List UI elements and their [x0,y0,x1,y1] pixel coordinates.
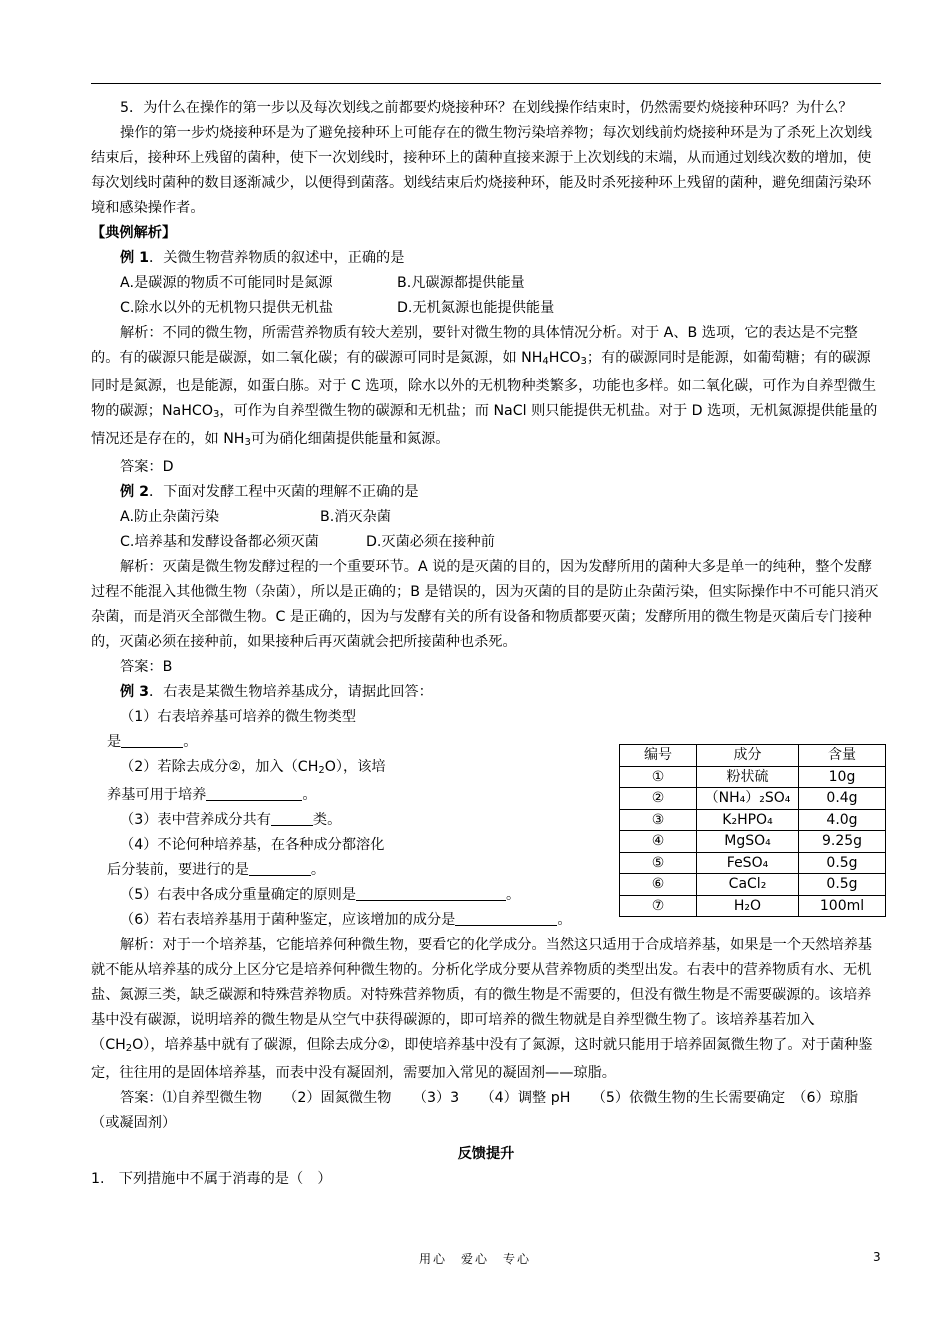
ex2-option-d: D.灭菌必须在接种前 [366,534,495,550]
ex3-answer: 答案：⑴自养型微生物 （2）固氮微生物 （3）3 （4）调整 pH （5）依微生物的生长需要确定 （6）琼脂（或凝固剂） [91,1090,859,1131]
ex2-answer: 答案：B [120,659,173,675]
q5-question: 5．为什么在操作的第一步以及每次划线之前都要灼烧接种环？在划线操作结束时，仍然需要灼烧接种环吗？为什么？ [120,100,853,116]
header-rule [91,83,881,84]
ex1-options-cd [91,296,881,321]
header-amount: 含量 [799,745,886,767]
ex2-option-b: B.消灭杂菌 [320,509,391,525]
ex3-analysis: 解析：对于一个培养基，它能培养何种微生物，要看它的化学成分。当然这只适用于合成培养基，如果是一个天然培养基就不能从培养基的成分上区分它是培养何种微生物的。分析化学成分要从营养物质的类型出发。右表中的营养物质有水、无机盐、氮源三类，缺乏碳源和特殊营养物质。对特殊营养物质，有的微生物是不需要的，但没有微生物是不需要碳源的。该培养基中没有碳源，说明培养的微生物是从空气中获得碳源的，即可培养的微生物就是自养型微生物了。该培养基若加入$(CH_2O)$，培养基中就有了碳源，但除去成分②，即使培养基中没有了氮源，这时就只能用于培养固氮微生物了。对于菌种鉴定，往往用的是固体培养基，而表中没有凝固剂，需要加入常见的凝固剂——琼脂。 [91,937,873,1081]
table-row: ⑥ CaCl₂ 0.5g [620,874,886,896]
ex2-label: 例 2 [120,484,149,500]
ex3-q6: （6）若右表培养基用于菌种鉴定，应该增加的成分是 。 [120,912,572,928]
ex3-label: 例 3 [120,684,149,700]
medium-composition-table [619,744,886,917]
ex3-q3: （3）表中营养成分共有 类。 [120,812,342,828]
table-row: ② （NH₄）₂SO₄ 0.4g [620,788,886,810]
page-footer: 用心 爱心 专心 [418,1252,531,1266]
ex1-option-c: C.除水以外的无机物只提供无机盐 [120,300,334,316]
ex3-q2-blank[interactable] [206,785,302,801]
ex3-q4-blank[interactable] [249,860,311,876]
ex3-q2: （2）若除去成分②，加入$(CH_2O)$，该培 [120,759,386,776]
table-row: ③ K₂HPO₄ 4.0g [620,809,886,831]
ex1-stem: 例 1．关微生物营养物质的叙述中，正确的是 [120,250,405,266]
ex3-stem: 例 3．右表是某微生物培养基成分，请据此回答： [120,684,433,700]
table-header-row [620,745,886,767]
ex3-q5: （5）右表中各成分重量确定的原则是 。 [120,887,521,903]
ex1-option-b: B.凡碳源都提供能量 [397,275,525,291]
ex2-options-ab [91,505,881,530]
feedback-question-1: 1. 下列措施中不属于消毒的是（ ） [91,1171,332,1187]
ex1-option-d: D.无机氮源也能提供能量 [397,300,555,316]
table-row: ⑤ FeSO₄ 0.5g [620,852,886,874]
feedback-title: 反馈提升 [457,1146,515,1162]
header-no: 编号 [620,745,697,767]
ex1-option-a: A.是碳源的物质不可能同时是氮源 [120,275,333,291]
q5-answer: 操作的第一步灼烧接种环是为了避免接种环上可能存在的微生物污染培养物；每次划线前灼烧接种环是为了杀死上次划线结束后，接种环上残留的菌种，使下一次划线时，接种环上的菌种直接来源于上次划线的末端，从而通过划线次数的增加，使每次划线时菌种的数目逐渐减少，以便得到菌落。划线结束后灼烧接种环，能及时杀死接种环上残留的菌种，避免细菌污染环境和感染操作者。 [91,125,872,216]
ex2-options-cd [91,530,881,555]
ex2-option-c: C.培养基和发酵设备都必须灭菌 [120,534,319,550]
ex1-analysis: 解析：不同的微生物，所需营养物质有较大差别，要针对微生物的具体情况分析。对于 A、B 选项，它的表达是不完整的。有的碳源只能是碳源，如二氧化碳；有的碳源可同时是氮源，如 $NH_4HCO_3$；有的碳源同时是能源，如葡萄糖；有的碳源同时是氮源，也是能源，如蛋白胨。对于 C 选项，除水以外的无机物种类繁多，功能也多样。如二氧化碳，可作为自养型微生物的碳源；NaHCO$_3$，可作为自养型微生物的碳源和无机盐；而 NaCl 则只能提供无机盐。对于 D 选项，无机氮源提供能量的情况还是存在的，如 $NH_3$可为硝化细菌提供能量和氮源。 [91,325,878,448]
ex3-q1-blank[interactable] [121,732,183,748]
ex3-q4: （4）不论何种培养基，在各种成分都溶化 [120,837,385,853]
page-body [91,96,881,1192]
header-name: 成分 [697,745,799,767]
table-row: ④ MgSO₄ 9.25g [620,831,886,853]
ex3-q5-blank[interactable] [356,885,506,901]
table-row: ① 粉状硫 10g [620,766,886,788]
ex3-q6-blank[interactable] [455,910,557,926]
page-number: 3 [873,1250,881,1264]
ex3-q1: （1）右表培养基可培养的微生物类型 [120,709,357,725]
section-title: 【典例解析】 [91,225,177,241]
table-row: ⑦ H₂O 100ml [620,895,886,917]
ex3-q3-blank[interactable] [271,810,313,826]
ex3-q1-blank-line: 是 。 [107,734,198,750]
ex2-analysis: 解析：灭菌是微生物发酵过程的一个重要环节。A 说的是灭菌的目的，因为发酵所用的菌种大多是单一的纯种，整个发酵过程不能混入其他微生物（杂菌），所以是正确的；B 是错误的，因为灭菌的目的是防止杂菌污染，但实际操作中不可能只消灭杂菌，而是消灭全部微生物。C 是正确的，因为与发酵有关的所有设备和物质都要灭菌；发酵所用的微生物是灭菌后专门接种的，灭菌必须在接种前，如果接种后再灭菌就会把所接菌种也杀死。 [91,559,879,650]
ex3-q2-blank-line: 养基可用于培养 。 [107,787,317,803]
ex1-answer: 答案：D [120,459,174,475]
ex2-stem: 例 2．下面对发酵工程中灭菌的理解不正确的是 [120,484,419,500]
ex2-option-a: A.防止杂菌污染 [120,509,220,525]
ex1-options-ab [91,271,881,296]
ex3-q4-blank-line: 后分装前，要进行的是 。 [107,862,326,878]
ex1-label: 例 1 [120,250,149,266]
